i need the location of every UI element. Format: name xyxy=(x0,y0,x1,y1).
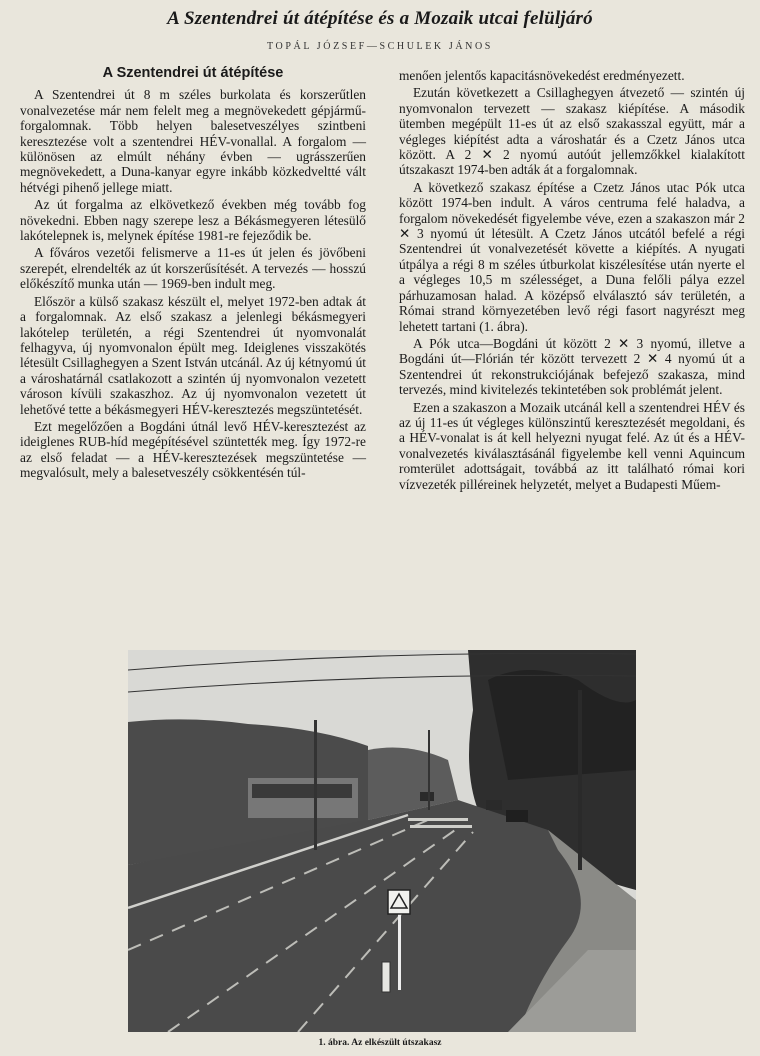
right-column xyxy=(399,68,745,494)
section-heading: A Szentendrei út átépítése xyxy=(102,65,284,81)
article-title: A Szentendrei út átépítése és a Mozaik utcai felüljáró xyxy=(167,8,593,29)
paragraph: A Pók utca—Bogdáni út között 2 ✕ 3 nyomú, illetve a Bogdáni út—Flórián tér között tervezett 2 ✕ 4 nyomú út a Szentendrei út rekonstrukciójának befejező szakasza, mind tervezés, mind kivitelezés tekintetében sok problémát jelent. xyxy=(399,335,745,398)
road-photograph xyxy=(128,650,636,1032)
paragraph: A Szentendrei út 8 m széles burkolata és korszerűtlen vonalvezetése már nem felelt meg a megnövekedett gépjármű-forgalomnak. Több helyen balesetveszélyes szintbeni keresztezése volt a szentendrei HÉV-vonallal. A forgalom — különösen az elmúlt néhány évben — ugrásszerűen megnövekedett, a Duna-kanyar egyre inkább közkedveltté vált hétvégi pihenő jellege miatt. xyxy=(20,87,366,195)
paragraph-continued: menően jelentős kapacitásnövekedést eredményezett. xyxy=(399,68,685,83)
paragraph: Ezen a szakaszon a Mozaik utcánál kell a szentendrei HÉV és az új 11-es út végleges különszintű keresztezését megoldani, és a HÉV-vonalat is át kell helyezni nyugat felé. Az út és a HÉV-vonalvezetés kiválasztásánál figyelembe kell venni Aquincum romterület adottságait, továbbá az itt található római kori vízvezeték pilléreinek helyzetét, melyet a Budapesti Műem- xyxy=(399,399,745,492)
road-photograph-drawing xyxy=(128,650,636,1032)
paragraph: A következő szakasz építése a Czetz János utac Pók utca között 1974-ben indult. A város centruma felé haladva, a forgalom növekedését figyelembe véve, ezen a szakaszon már 2 ✕ 3 nyomú út létesült. A Czetz János utcától befelé a régi Szentendrei út vonalvezetését követte a kiépítés. A nyugati útpálya a régi 8 m széles útburkolat kiszélesítése után nyerte el a végleges 10,5 m szélességet, a Duna felőli pálya ezzel párhuzamosan halad. A középső elválasztó sáv területén, a Római strand környezetében levő régi fasort nagyrészt meg lehetett tartani (1. ábra). xyxy=(399,179,745,334)
paragraph: Ezt megelőzően a Bogdáni útnál levő HÉV-keresztezést az ideiglenes RUB-híd megépítésével szüntették meg. Így 1972-re az első feladat — a HÉV-keresztezések megszüntetése — megvalósult, mely a balesetveszély csökkentésén túl- xyxy=(20,418,366,481)
figure-caption: 1. ábra. Az elkészült útszakasz xyxy=(318,1038,442,1048)
paragraph: A főváros vezetői felismerve a 11-es út jelen és jövőbeni szerepét, elrendelték az út korszerűsítését. A tervezés — hosszú előkészítő munka után — 1969-ben indult meg. xyxy=(20,245,366,292)
article-authors: TOPÁL JÓZSEF—SCHULEK JÁNOS xyxy=(267,41,493,52)
paragraph: Az út forgalma az elkövetkező években még tovább fog növekedni. Ebben nagy szerepe lesz a Békásmegyeren létesülő lakótelepnek is, melynek építése 1981-re fejeződik be. xyxy=(20,197,366,244)
left-column xyxy=(20,66,366,483)
paragraph: Ezután következett a Csillaghegyen átvezető — szintén új nyomvonalon tervezett — szakasz kiépítése. A második ütemben megépült 11-es út az első szakasszal együtt, már a végleges kiépítést adta a városhatár és a Czetz János utca között. A 2 ✕ 2 nyomú autóút jellemzőkkel kialakított útszakaszt 1974-ben adták át a forgalomnak. xyxy=(399,85,745,178)
paragraph: Először a külső szakasz készült el, melyet 1972-ben adtak át a forgalomnak. Az első szakasz a jelenlegi békásmegyeri lakótelep területén, a régi Szentendrei út nyomvonalát felhagyva, új nyomvonalon épült meg. Ideiglenes visszakötés létesült Csillaghegyen a Szent István utcánál. Az új kétnyomú út a városhatárnál csatlakozott a szintén új nyomvonalon vezetett városon kívüli szakaszhoz. Az új nyomvonalon vezetett út lehetővé tette a békásmegyeri HÉV-keresztezés megszüntetését. xyxy=(20,293,366,417)
